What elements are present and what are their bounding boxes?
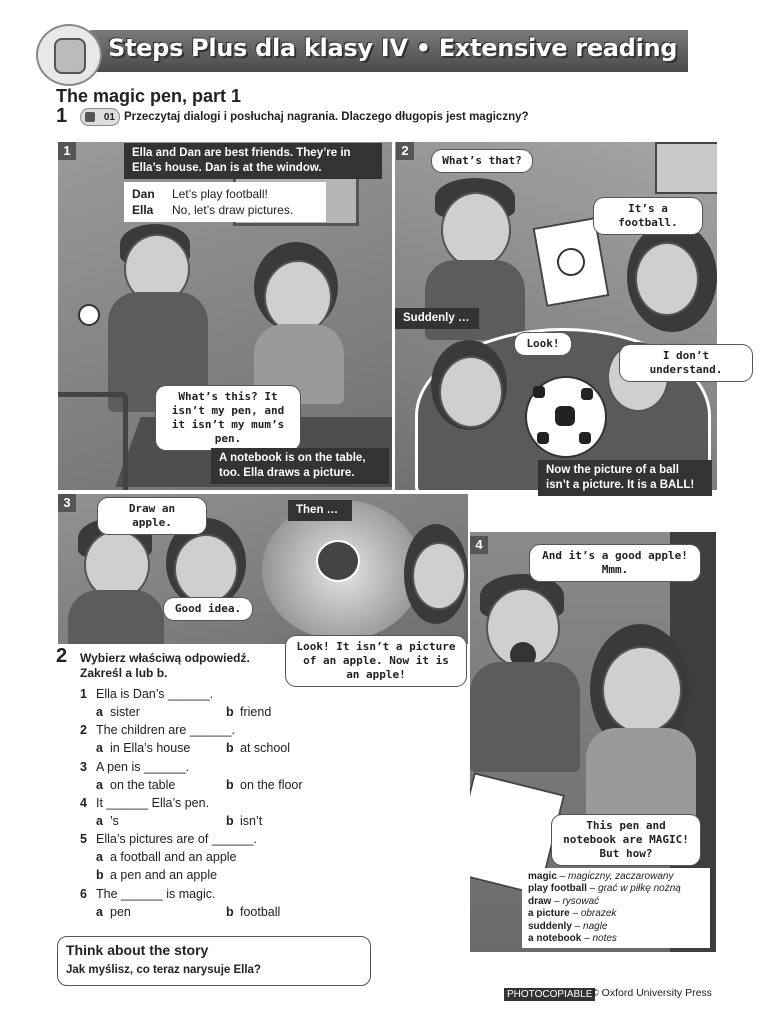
dialogue-line: Ella No, let’s draw pictures.: [132, 203, 294, 217]
page-title: Steps Plus dla klasy IV • Extensive reading: [108, 34, 678, 62]
exercise-1-number: 1: [56, 105, 68, 127]
panel-2-bubble-1: What’s that?: [432, 150, 532, 172]
audio-track-number: 01: [103, 112, 115, 123]
dan-body: [68, 590, 164, 646]
panel-4-bubble-1: And it’s a good apple! Mmm.: [530, 545, 700, 581]
question-2: 2 The children are ______.: [80, 723, 235, 737]
glossary-entry: a picture – obrazek: [528, 908, 617, 920]
story-title: The magic pen, part 1: [56, 86, 242, 106]
panel-1-number: 1: [58, 142, 76, 160]
panel-2-caption-2: Now the picture of a ball isn’t a picture. It is a BALL!: [538, 460, 712, 496]
football-icon: [525, 376, 607, 458]
ella-head-2: [439, 356, 503, 428]
option-a[interactable]: a ’s: [96, 814, 119, 828]
option-a[interactable]: a in Ella’s house: [96, 741, 191, 755]
exercise-2-instruction-2: Zakreśl a lub b.: [80, 666, 168, 680]
panel-1-dialogue: [124, 182, 326, 222]
panel-2-bubble-4: I don’t understand.: [620, 345, 752, 381]
option-b[interactable]: b isn’t: [226, 814, 263, 828]
question-1: 1 Ella is Dan’s ______.: [80, 687, 214, 701]
panel-1-speech-bubble: What’s this? It isn’t my pen, and it isn’t my mum’s pen.: [156, 386, 300, 450]
option-b[interactable]: b friend: [226, 705, 272, 719]
panel-1-caption-2: A notebook is on the table, too. Ella draws a picture.: [211, 448, 389, 484]
panel-3-caption-then: Then …: [288, 500, 352, 521]
apple-icon: [316, 540, 360, 582]
publisher-credit: © Oxford University Press: [591, 987, 712, 999]
question-3: 3 A pen is ______.: [80, 760, 190, 774]
option-b[interactable]: b on the floor: [226, 778, 303, 792]
chair: [56, 392, 128, 492]
question-6: 6 The ______ is magic.: [80, 887, 216, 901]
glossary-box: [522, 868, 710, 948]
panel-1-caption: Ella and Dan are best friends. They’re in Ella’s house. Dan is at the window.: [124, 143, 382, 179]
audio-track-button[interactable]: [80, 108, 120, 126]
question-4: 4 It ______ Ella’s pen.: [80, 796, 210, 810]
exercise-2-number: 2: [56, 645, 68, 667]
glossary-entry: play football – grać w piłkę nożną: [528, 883, 681, 895]
panel-3-bubble-2: Good idea.: [164, 598, 252, 620]
think-question: Jak myślisz, co teraz narysuje Ella?: [66, 964, 261, 976]
option-b[interactable]: b football: [226, 905, 281, 919]
exercise-1-instruction: Przeczytaj dialogi i posłuchaj nagrania. Dlaczego długopis jest magiczny?: [124, 111, 529, 123]
panel-2-number: 2: [396, 142, 414, 160]
panel-3-number: 3: [58, 494, 76, 512]
panel-2-bubble-3: Look!: [515, 333, 571, 355]
ella-head: [264, 260, 332, 334]
football-icon: [78, 304, 100, 326]
ella-head: [602, 646, 682, 734]
option-a[interactable]: a on the table: [96, 778, 176, 792]
panel-4-bubble-2: This pen and notebook are MAGIC! But how?: [552, 815, 700, 865]
panel-2-bubble-2: It’s a football.: [594, 198, 702, 234]
glossary-entry: draw – rysować: [528, 895, 600, 907]
panel-3-bubble-3: Look! It isn’t a picture of an apple. Now it is an apple!: [286, 636, 466, 686]
ella-head: [635, 242, 699, 316]
glossary-entry: magic – magiczny, zaczarowany: [528, 871, 674, 882]
option-b[interactable]: b at school: [226, 741, 291, 755]
think-title: Think about the story: [66, 942, 209, 958]
glossary-entry: suddenly – nagle: [528, 920, 608, 932]
exercise-2-instruction-1: Wybierz właściwą odpowiedź.: [80, 651, 250, 665]
panel-3-bubble-1: Draw an apple.: [98, 498, 206, 534]
dan-head: [441, 192, 511, 268]
ella-head: [174, 534, 238, 604]
option-b[interactable]: b a pen and an apple: [96, 868, 218, 882]
dan-body: [470, 662, 580, 772]
panel-4-number: 4: [470, 536, 488, 554]
ella-head-2: [412, 542, 466, 610]
question-5: 5 Ella’s pictures are of ______.: [80, 832, 257, 846]
option-a[interactable]: a a football and an apple: [96, 850, 237, 864]
option-a[interactable]: a sister: [96, 705, 140, 719]
robot-logo-icon: [36, 24, 102, 86]
picture-frame: [655, 142, 719, 194]
magic-glow: [262, 500, 422, 640]
photocopiable-badge: PHOTOCOPIABLE: [504, 988, 595, 1001]
panel-2-caption-suddenly: Suddenly …: [395, 308, 479, 329]
speaker-icon: [85, 112, 95, 122]
dialogue-line: Dan Let’s play football!: [132, 187, 268, 201]
glossary-entry: a notebook – notes: [528, 933, 617, 945]
option-a[interactable]: a pen: [96, 905, 131, 919]
ball-drawing-icon: [555, 246, 587, 278]
